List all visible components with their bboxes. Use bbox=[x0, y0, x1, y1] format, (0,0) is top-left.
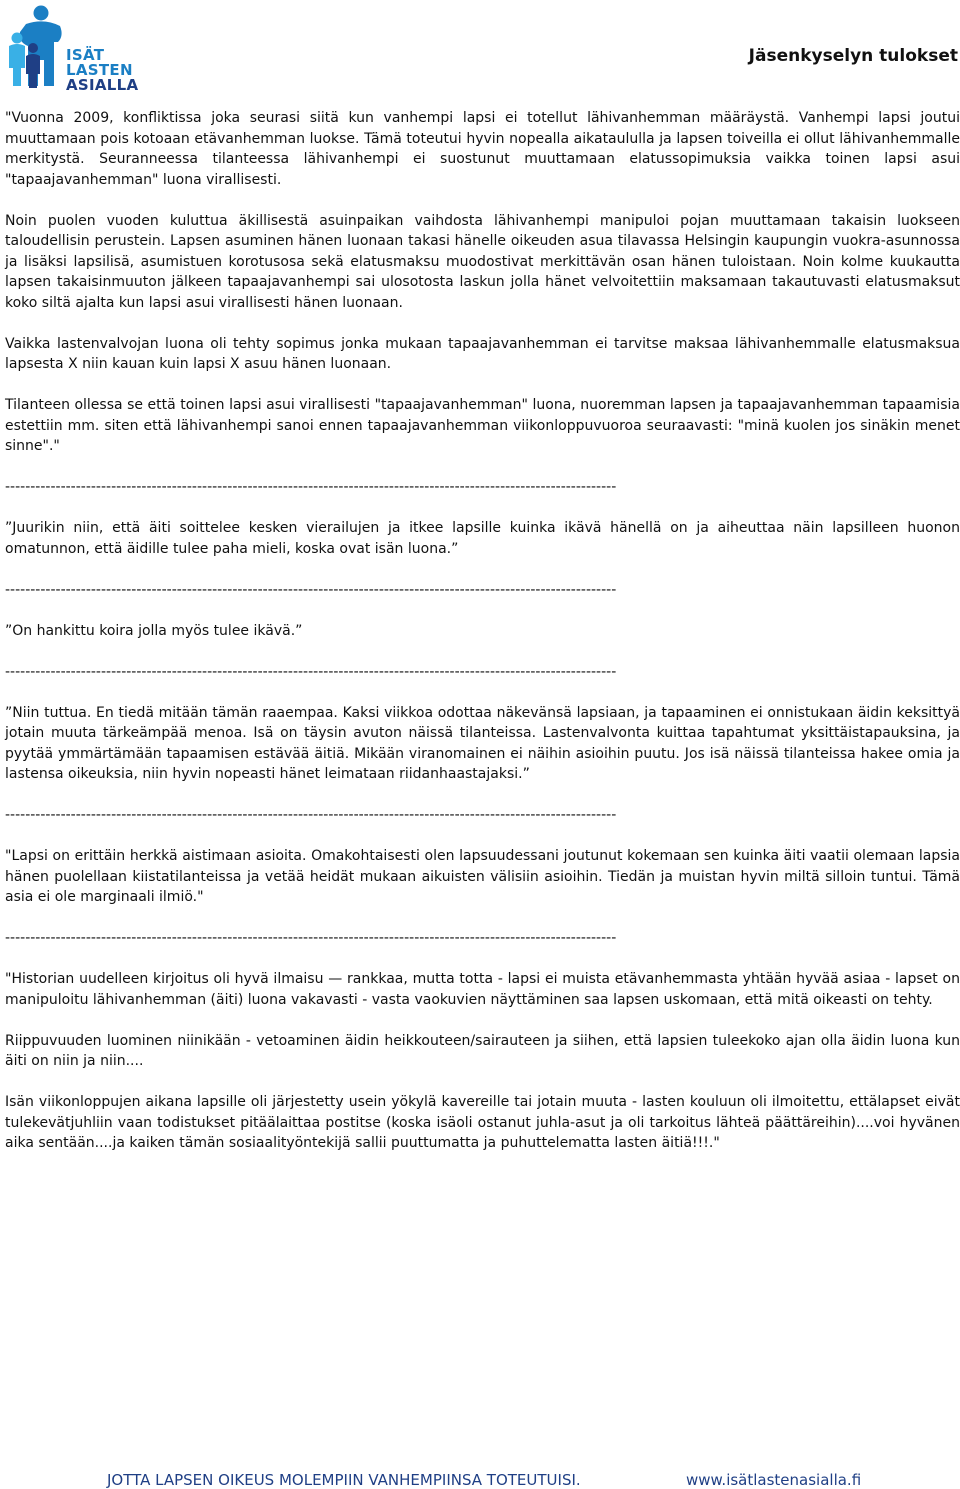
paragraph: Tilanteen ollessa se että toinen lapsi asui virallisesti "tapaajavanhemman" luona, nuoremman lapsen ja tapaajavanhemman tapaamisia estettiin mm. siten että lähivanhempi sanoi ennen tapaajavanhemman viikonloppuvuoroa seuraavasti: "minä kuolen jos sinäkin menet sinne"." bbox=[5, 397, 960, 454]
quote-paragraph: "Historian uudelleen kirjoitus oli hyvä ilmaisu — rankkaa, mutta totta - lapsi ei muista etävanhemmasta yhtään hyvää asiaa - lapset on manipuloitu lähivanhemman (äiti) luona vakavasti - vasta vaokuvien näyttäminen saa lapsen uskomaan, että mitä oikeasti on tehty. bbox=[5, 971, 960, 1008]
separator-line: ------------------------------------------------------------------------------------------------------------------------- bbox=[5, 930, 617, 946]
paragraph: Isän viikonloppujen aikana lapsille oli järjestetty usein yökylä kavereille tai jotain muuta - lasten kouluun oli ilmoitettu, ettälapset eivät tulekevätjuhliin vaan todistukset pitäälaittaa postitse (koska isäoli ostanut juhla-asut ja oli tarkoitus lähteä päättäreihin)....voi hyvänen aika sentään....ja kaiken tämän sosiaalityöntekijä sallii puuttumatta ja puhuttelematta lasten äitiä!!!." bbox=[5, 1094, 960, 1151]
quote-paragraph: "Lapsi on erittäin herkkä aistimaan asioita. Omakohtaisesti olen lapsuudessani joutunut kokemaan sen kuinka äiti vaatii olemaan lapsia hänen puolellaan kiistatilanteissa ja vetää heidät mukaan aikuisten välisiin asioihin. Tiedän ja muistan hyvin miltä silloin tuntui. Tämä asia ei ole marginaali ilmiö." bbox=[5, 848, 960, 905]
logo-text-line-1: ISÄT bbox=[66, 46, 105, 64]
page-header bbox=[0, 0, 960, 95]
footer-slogan: JOTTA LAPSEN OIKEUS MOLEMPIIN VANHEMPIINSA TOTEUTUISI. bbox=[107, 1471, 581, 1489]
paragraph: Noin puolen vuoden kuluttua äkillisestä asuinpaikan vaihdosta lähivanhempi manipuloi pojan muuttamaan takaisin luokseen taloudellisin perustein. Lapsen asuminen hänen luonaan takasi hänelle oikeuden asua tilavassa Helsingin kaupungin vuokra-asunnossa ja lisäksi lapsilisä, asumistuen korotusosa sekä elatusmaksu muodostivat merkittävän osan hänen tuloistaan. Noin kolme kuukautta lapsen takaisinmuuton jälkeen tapaajavanhempi sai ulosotosta laskun jolla hänet velvoitettiin maksamaan takautuvasti elatusmaksut koko siltä ajalta kun lapsi asui virallisesti hänen luonaan. bbox=[5, 212, 960, 311]
document-body bbox=[5, 108, 960, 1174]
page-footer bbox=[0, 1469, 960, 1489]
footer-website-link[interactable]: www.isätlastenasialla.fi bbox=[686, 1471, 862, 1489]
document-title: Jäsenkyselyn tulokset bbox=[748, 46, 958, 66]
paragraph: Vaikka lastenvalvojan luona oli tehty sopimus jonka mukaan tapaajavanhemman ei tarvitse maksaa lähivanhemmalle elatusmaksua lapsesta X niin kauan kuin lapsi X asuu hänen luonaan. bbox=[5, 335, 960, 372]
logo-text-line-3: ASIALLA bbox=[66, 76, 139, 94]
paragraph: Riippuvuuden luominen niinikään - vetoaminen äidin heikkouteen/sairauteen ja siihen, että lapsien tuleekoko ajan olla äidin luona kun äiti on niin ja niin.... bbox=[5, 1032, 960, 1069]
separator-line: ------------------------------------------------------------------------------------------------------------------------- bbox=[5, 581, 617, 598]
quote-paragraph: ”Juurikin niin, että äiti soittelee kesken vierailujen ja itkee lapsille kuinka ikävä hänellä on ja aiheuttaa näin lapsilleen huonon omatunnon, että äidille tulee paha mieli, koska ovat isän luona.” bbox=[5, 520, 960, 557]
separator-line: ------------------------------------------------------------------------------------------------------------------------- bbox=[5, 479, 617, 495]
paragraph: "Vuonna 2009, konfliktissa joka seurasi siitä kun vanhempi lapsi ei totellut lähivanhemman määräystä. Vanhempi lapsi joutui muuttamaan pois kotoaan etävanhemman luokse. Tämä toteutui hyvin nopealla aikataululla ja lapsen toiveilla ei ollut lähivanhemmalle merkitystä. Seuranneessa tilanteessa lähivanhempi ei suostunut muuttamaan elatussopimuksia vaikka toinen lapsi asui "tapaajavanhemman" luona virallisesti. bbox=[5, 110, 960, 188]
separator-line: ------------------------------------------------------------------------------------------------------------------------- bbox=[5, 807, 617, 823]
quote-paragraph: ”Niin tuttua. En tiedä mitään tämän raaempaa. Kaksi viikkoa odottaa näkevänsä lapsiaan, ja tapaaminen ei onnistukaan äidin keksittyä jotain muuta tärkeämpää menoa. Isä on täysin avuton näissä tilanteissa. Lastenvalvonta kuittaa tapahtumat yksittäistapauksina, ja pyytää ymmärtämään tapaamisen estävää äitiä. Mikään viranomainen ei näihin asioihin puutu. Jos isä näissä tilanteissa hakee omia ja lastensa oikeuksia, niin hyvin nopeasti hänet leimataan riidanhaastajaksi.” bbox=[5, 704, 960, 782]
separator-line: ------------------------------------------------------------------------------------------------------------------------- bbox=[5, 663, 617, 680]
logo-text-line-2: LASTEN bbox=[66, 61, 133, 79]
quote-paragraph: ”On hankittu koira jolla myös tulee ikävä.” bbox=[5, 622, 303, 639]
organization-logo bbox=[4, 2, 139, 94]
